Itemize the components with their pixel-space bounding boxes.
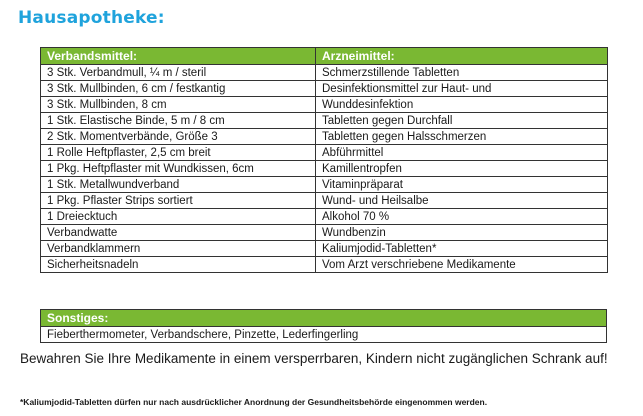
table-cell-arzneimittel: Desinfektionsmittel zur Haut- und [316,81,608,97]
supplies-table [40,47,608,273]
table-cell-verbandsmittel: 1 Dreiecktuch [41,209,316,225]
table-cell-verbandsmittel: 1 Stk. Metallwundverband [41,177,316,193]
table-cell-arzneimittel: Vitaminpräparat [316,177,608,193]
table-cell-arzneimittel: Tabletten gegen Halsschmerzen [316,129,608,145]
table-row [41,113,608,129]
table-cell-arzneimittel: Alkohol 70 % [316,209,608,225]
table-row [41,129,608,145]
table-cell-verbandsmittel: 3 Stk. Mullbinden, 6 cm / festkantig [41,81,316,97]
table-cell-arzneimittel: Wund- und Heilsalbe [316,193,608,209]
table-row [41,97,608,113]
table-cell-arzneimittel: Wunddesinfektion [316,97,608,113]
table-cell-verbandsmittel: 3 Stk. Mullbinden, 8 cm [41,97,316,113]
table-cell-verbandsmittel: 1 Rolle Heftpflaster, 2,5 cm breit [41,145,316,161]
table-row [41,327,607,343]
table-cell-arzneimittel: Tabletten gegen Durchfall [316,113,608,129]
table-row [41,225,608,241]
table-cell-arzneimittel: Schmerzstillende Tabletten [316,65,608,81]
table-row [41,177,608,193]
footnote: *Kaliumjodid-Tabletten dürfen nur nach ausdrücklicher Anordnung der Gesundheitsbehörde eingenommen werden. [20,397,488,407]
column-header-verbandsmittel: Verbandsmittel: [41,48,316,65]
page-title: Hausapotheke: [18,8,165,28]
table-row [41,161,608,177]
table-cell-arzneimittel: Wundbenzin [316,225,608,241]
table-cell-sonstiges: Fieberthermometer, Verbandschere, Pinzette, Lederfingerling [41,327,607,343]
table-row [41,145,608,161]
table-row [41,193,608,209]
table-cell-verbandsmittel: 1 Stk. Elastische Binde, 5 m / 8 cm [41,113,316,129]
table-row [41,241,608,257]
column-header-arzneimittel: Arzneimittel: [316,48,608,65]
table-cell-arzneimittel: Kaliumjodid-Tabletten* [316,241,608,257]
table-cell-verbandsmittel: Verbandklammern [41,241,316,257]
table-cell-arzneimittel: Vom Arzt verschriebene Medikamente [316,257,608,273]
table-row [41,209,608,225]
table-cell-verbandsmittel: Verbandwatte [41,225,316,241]
table-cell-verbandsmittel: 1 Pkg. Pflaster Strips sortiert [41,193,316,209]
table-cell-arzneimittel: Abführmittel [316,145,608,161]
table-cell-arzneimittel: Kamillentropfen [316,161,608,177]
table-row [41,81,608,97]
other-table [40,309,607,343]
table-cell-verbandsmittel: Sicherheitsnadeln [41,257,316,273]
table-cell-verbandsmittel: 2 Stk. Momentverbände, Größe 3 [41,129,316,145]
storage-note: Bewahren Sie Ihre Medikamente in einem versperrbaren, Kindern nicht zugänglichen Schrank auf! [20,351,608,366]
table-cell-verbandsmittel: 1 Pkg. Heftpflaster mit Wundkissen, 6cm [41,161,316,177]
table-cell-verbandsmittel: 3 Stk. Verbandmull, ¼ m / steril [41,65,316,81]
column-header-sonstiges: Sonstiges: [41,310,607,327]
table-row [41,257,608,273]
supplies-table-body [41,65,608,273]
other-header-row [41,310,607,327]
table-row [41,65,608,81]
table-header-row [41,48,608,65]
